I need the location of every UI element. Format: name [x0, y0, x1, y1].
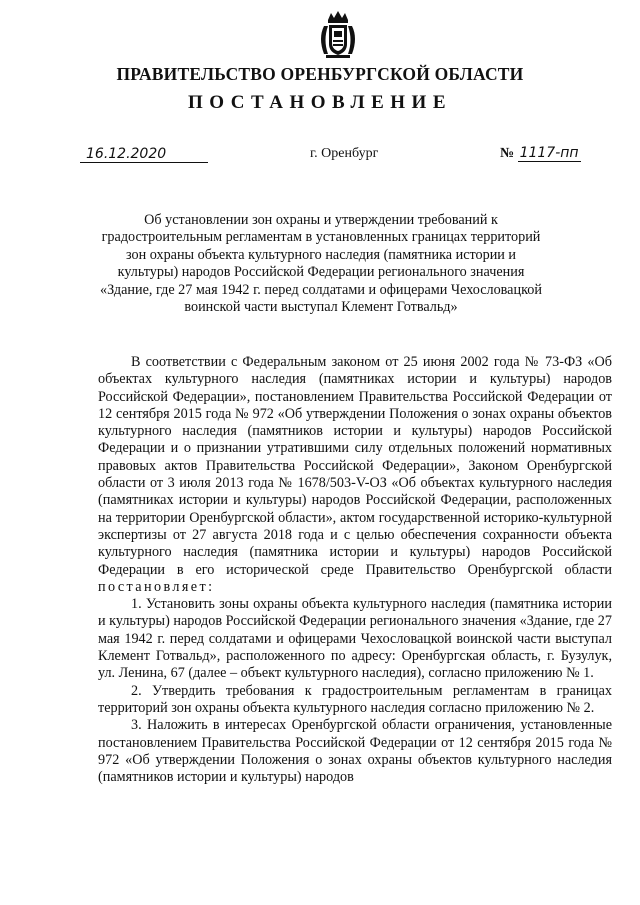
- item-2-paragraph: 2. Утвердить требования к градостроительным регламентам в границах территорий зон охраны объекта культурного наследия согласно приложению № 2.: [98, 682, 612, 716]
- document-title: Об установлении зон охраны и утверждении требований к градостроительным регламентам в установленных границах территорий зон охраны объекта культурного наследия (памятника истории и культуры) народов Российской Федерации регионального значения «Здание, где 27 мая 1942 г. перед солдатами и офицерами Чехословацкой воинской части выступал Клемент Готвальд»: [100, 212, 542, 316]
- document-city: г. Оренбург: [310, 146, 379, 161]
- coat-of-arms-icon: [314, 10, 362, 60]
- preamble-text: В соответствии с Федеральным законом от 25 июня 2002 года № 73-ФЗ «Об объектах культурного наследия (памятниках истории и культуры) народов Российской Федерации», постановлением Правительства Российской Федерации от 12 сентября 2015 года № 972 «Об утверждении Положения о зонах охраны объектов культурного наследия (памятников истории и культуры) народов Российской Федерации и о признании утратившими силу отдельных положений нормативных правовых актов Правительства Российской Федерации», Законом Оренбургской области от 3 июля 2013 года № 1678/503-V-ОЗ «Об объектах культурного наследия (памятниках истории и культуры) народов Российской Федерации, расположенных на территории Оренбургской области», актом государственной историко-культурной экспертизы от 27 августа 2018 года и с целью обеспечения сохранности объекта культурного наследия (памятника истории и культуры) народов Российской Федерации в его исторической среде Правительство Оренбургской области: [98, 354, 612, 578]
- document-number: [500, 145, 581, 162]
- document-body: [98, 354, 612, 786]
- document-type: ПОСТАНОВЛЕНИЕ: [187, 92, 453, 113]
- resolves-text: постановляет:: [98, 578, 215, 595]
- preamble-paragraph: [98, 354, 612, 596]
- government-name: ПРАВИТЕЛЬСТВО ОРЕНБУРГСКОЙ ОБЛАСТИ: [116, 64, 524, 84]
- item-1-paragraph: 1. Установить зоны охраны объекта культурного наследия (памятника истории и культуры) народов Российской Федерации регионального значения «Здание, где 27 мая 1942 г. перед солдатами и офицерами Чехословацкой воинской части выступал Клемент Готвальд», расположенного по адресу: Оренбургская область, г. Бузулук, ул. Ленина, 67 (далее – объект культурного наследия), согласно приложению № 1.: [98, 596, 612, 682]
- item-3-paragraph: 3. Наложить в интересах Оренбургской области ограничения, установленные постановлением Правительства Российской Федерации от 12 сентября 2015 года № 972 «Об утверждении Положения о зонах охраны объектов культурного наследия (памятников истории и культуры) народов: [98, 717, 612, 786]
- number-value: 1117-пп: [519, 145, 579, 161]
- number-label: №: [500, 146, 515, 161]
- document-date: 16.12.2020: [80, 146, 208, 163]
